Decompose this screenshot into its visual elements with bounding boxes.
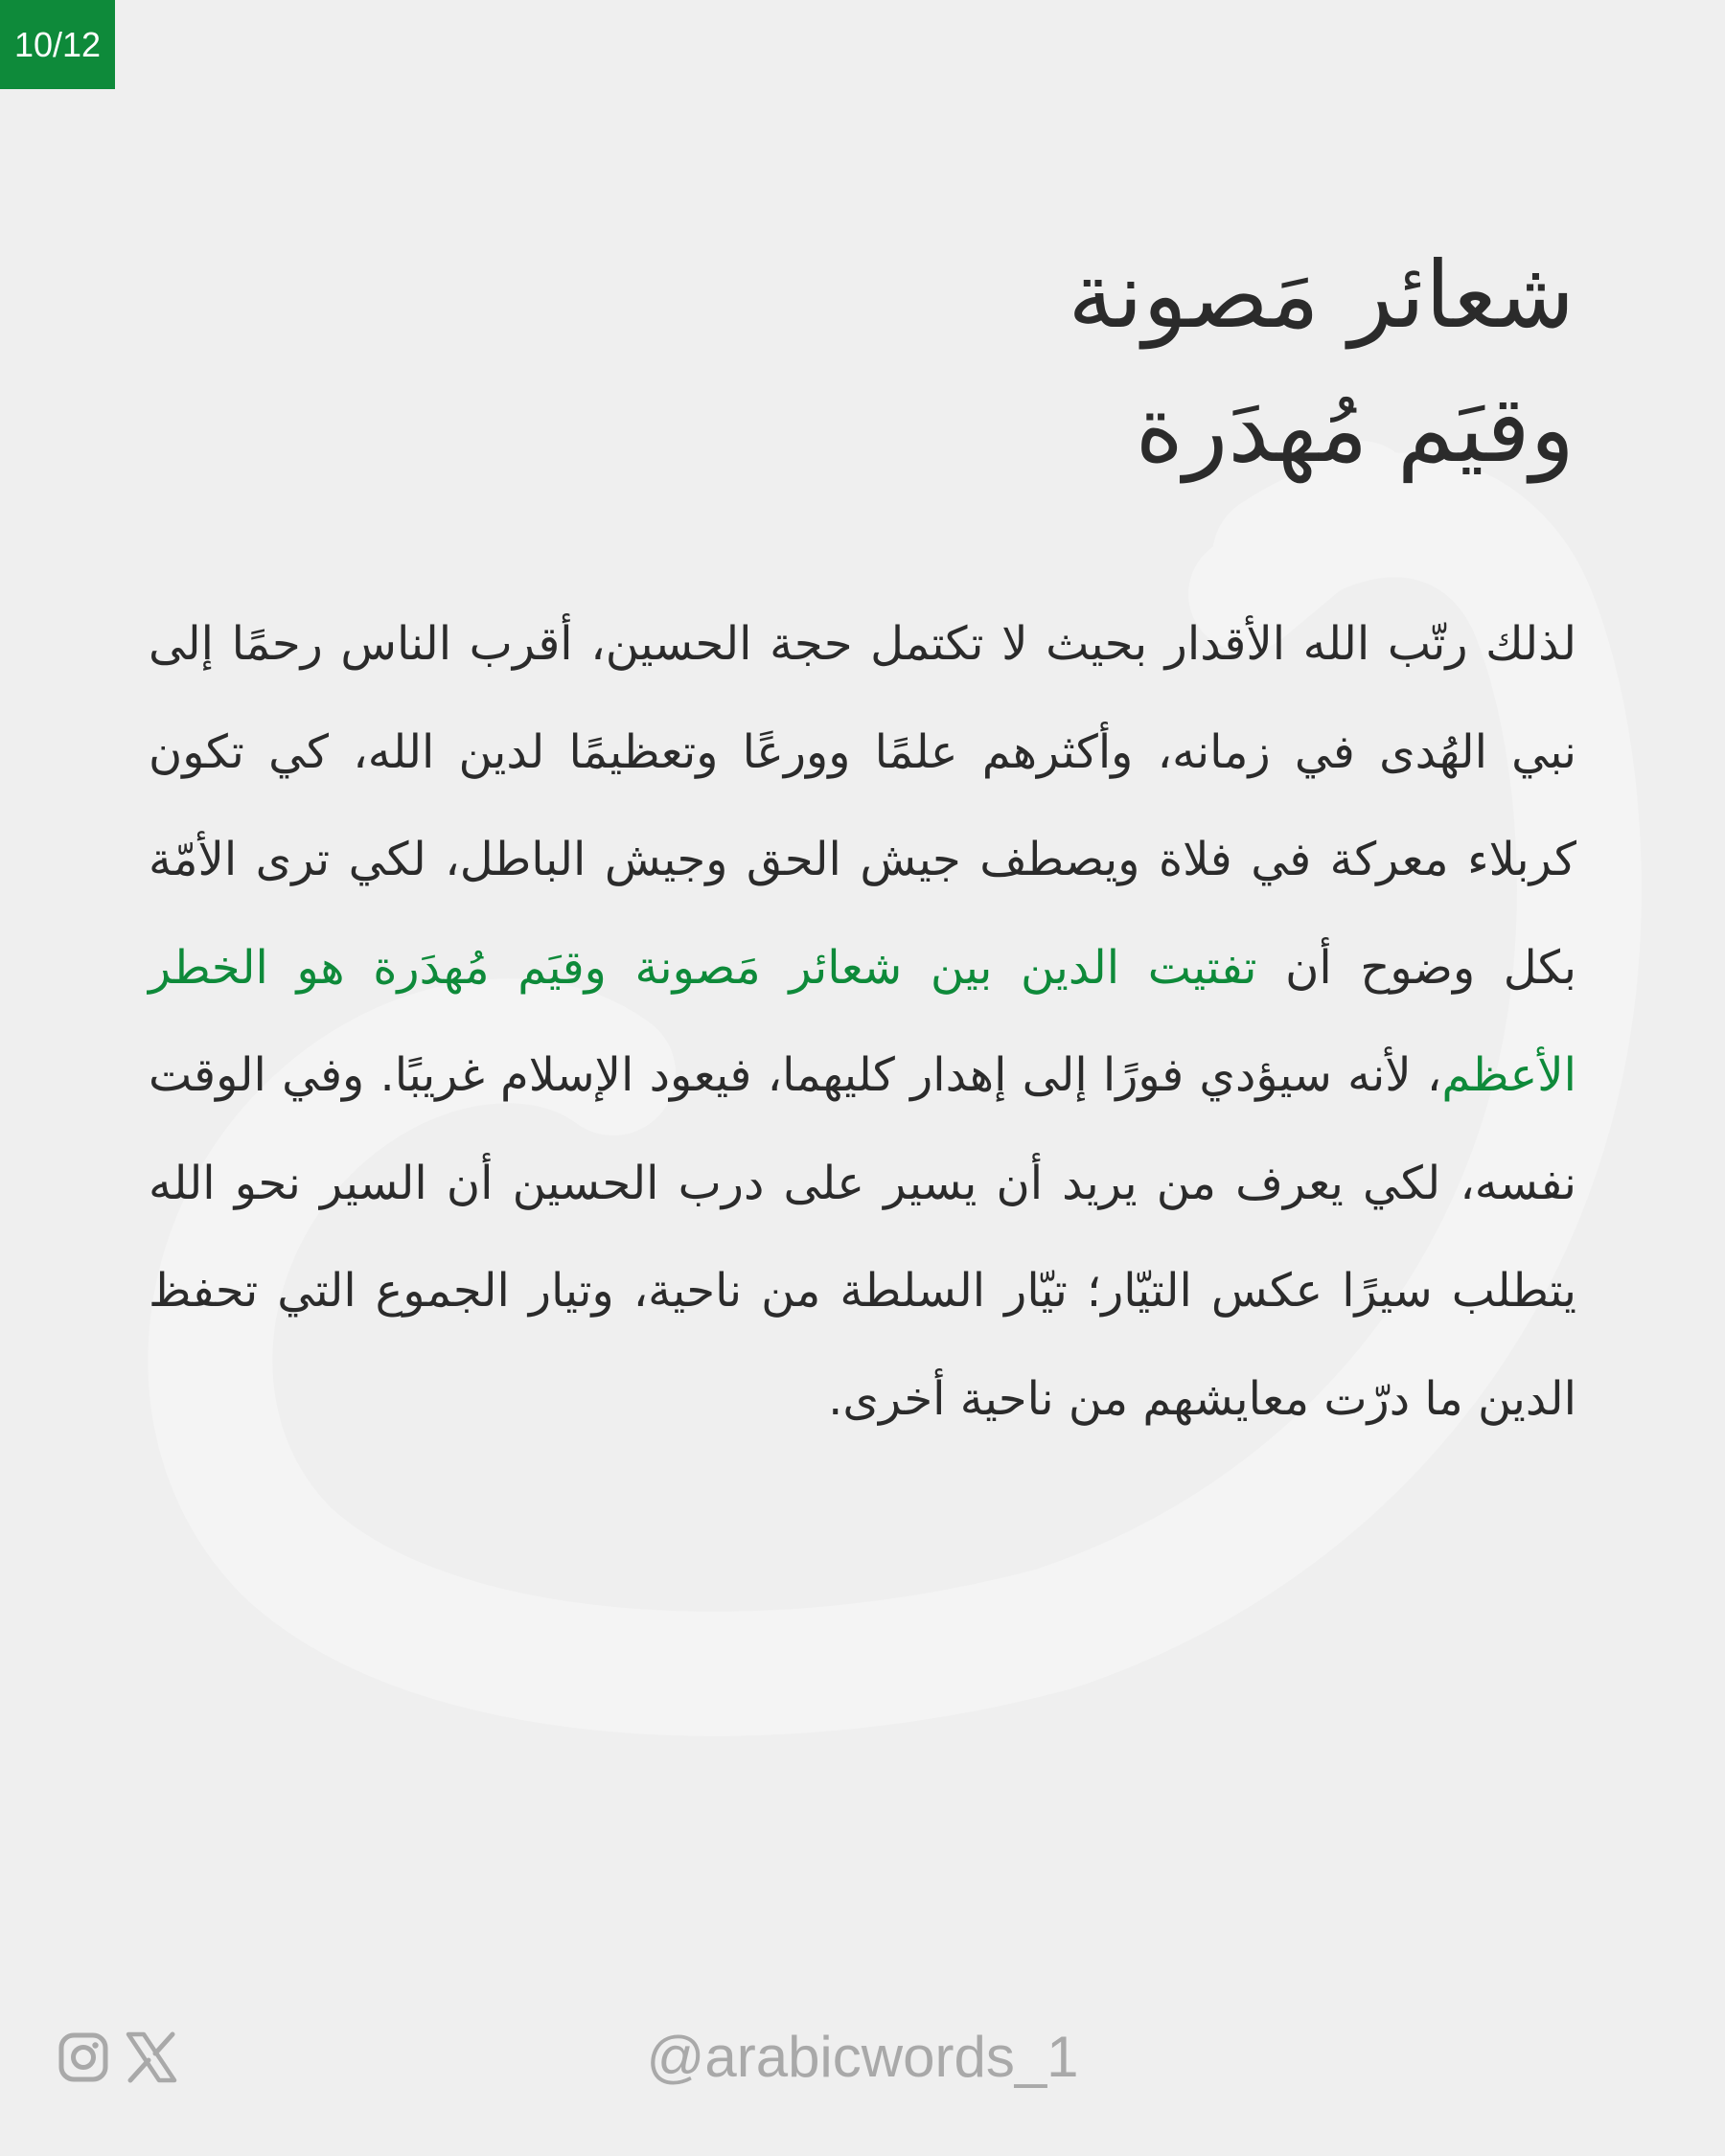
body-paragraph xyxy=(149,590,1576,1453)
title-line-2: وقيَم مُهدَرة xyxy=(1135,376,1575,483)
highlighted-phrase: تفتيت الدين بين شعائر مَصونة وقيَم مُهدَرة هو الخطر الأعظم xyxy=(149,940,1576,1102)
account-handle: @arabicwords_1 xyxy=(646,2025,1079,2089)
page-title xyxy=(425,228,1575,496)
page-indicator: 10/12 xyxy=(13,24,102,64)
page-indicator-badge xyxy=(0,0,115,89)
body-text-part-2: ، لأنه سيؤدي فورًا إلى إهدار كليهما، فيعود الإسلام غريبًا. وفي الوقت نفسه، لكي يعرف من يريد أن يسير على درب الحسين أن السير نحو الله يتطلب سيرًا عكس التيّار؛ تيّار السلطة من ناحية، وتيار الجموع التي تحفظ الدين ما درّت معايشهم من ناحية أخرى. xyxy=(149,1048,1576,1426)
title-line-1: شعائر مَصونة xyxy=(1068,241,1575,349)
body-text-part-1: لذلك رتّب الله الأقدار بحيث لا تكتمل حجة الحسين، أقرب الناس رحمًا إلى نبي الهُدى في زمانه، وأكثرهم علمًا وورعًا وتعظيمًا لدين الله، كي تكون كربلاء معركة في فلاة ويصطف جيش الحق وجيش الباطل، لكي ترى الأمّة بكل وضوح أن xyxy=(149,617,1577,995)
